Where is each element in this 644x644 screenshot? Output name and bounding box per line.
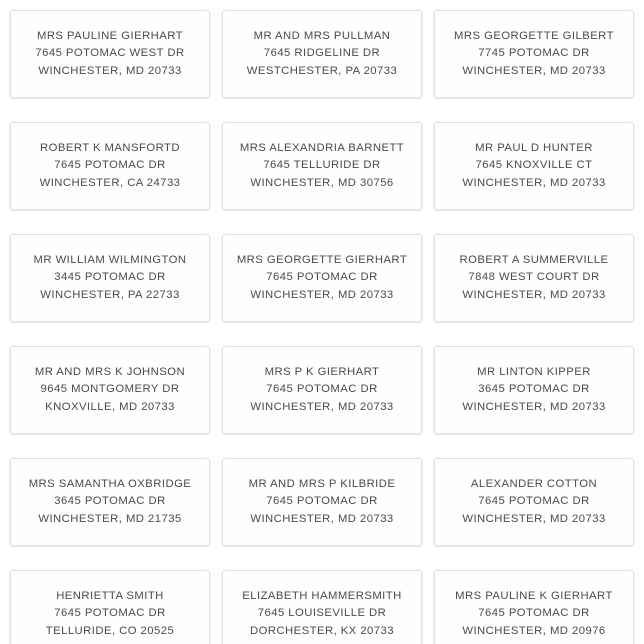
street-address: 7645 POTOMAC DR	[54, 607, 166, 620]
recipient-name: MRS PAULINE K GIERHART	[455, 589, 613, 602]
label-card[interactable]	[434, 122, 634, 210]
recipient-name: ELIZABETH HAMMERSMITH	[242, 589, 402, 602]
street-address: 7645 RIDGELINE DR	[263, 47, 381, 60]
label-card[interactable]	[10, 10, 210, 98]
recipient-name: MRS PAULINE GIERHART	[36, 29, 184, 42]
city-state-zip: WINCHESTER, PA 22733	[40, 288, 180, 301]
recipient-name: ROBERT A SUMMERVILLE	[459, 253, 609, 266]
city-state-zip: WINCHESTER, MD 30756	[250, 176, 394, 189]
street-address: 7848 WEST COURT DR	[468, 271, 600, 284]
recipient-name: MRS GEORGETTE GILBERT	[454, 29, 614, 42]
city-state-zip: WINCHESTER, MD 20733	[462, 400, 606, 413]
label-card[interactable]	[434, 10, 634, 98]
recipient-name: ALEXANDER COTTON	[470, 477, 598, 490]
label-card[interactable]	[222, 10, 422, 98]
street-address: 3445 POTOMAC DR	[54, 271, 166, 284]
city-state-zip: KNOXVILLE, MD 20733	[45, 400, 175, 413]
city-state-zip: WESTCHESTER, PA 20733	[246, 64, 398, 77]
city-state-zip: WINCHESTER, MD 21735	[38, 512, 182, 525]
city-state-zip: TELLURIDE, CO 20525	[45, 624, 175, 637]
recipient-name: MR WILLIAM WILMINGTON	[33, 253, 187, 266]
label-card[interactable]	[10, 122, 210, 210]
street-address: 7745 POTOMAC DR	[478, 47, 590, 60]
street-address: 7645 POTOMAC DR	[266, 495, 378, 508]
street-address: 7645 POTOMAC DR	[478, 495, 590, 508]
street-address: 7645 POTOMAC DR	[478, 607, 590, 620]
recipient-name: MR AND MRS K JOHNSON	[34, 365, 186, 378]
street-address: 7645 POTOMAC DR	[266, 271, 378, 284]
street-address: 3645 POTOMAC DR	[54, 495, 166, 508]
label-card[interactable]	[222, 346, 422, 434]
label-card[interactable]	[10, 346, 210, 434]
city-state-zip: WINCHESTER, MD 20733	[462, 176, 606, 189]
city-state-zip: WINCHESTER, MD 20733	[462, 64, 606, 77]
label-card[interactable]	[222, 458, 422, 546]
recipient-name: ROBERT K MANSFORTD	[40, 141, 180, 154]
city-state-zip: WINCHESTER, MD 20733	[462, 288, 606, 301]
label-card[interactable]	[434, 570, 634, 644]
city-state-zip: WINCHESTER, CA 24733	[39, 176, 181, 189]
street-address: 7645 TELLURIDE DR	[263, 159, 381, 172]
street-address: 7645 POTOMAC DR	[266, 383, 378, 396]
street-address: 3645 POTOMAC DR	[478, 383, 590, 396]
recipient-name: MRS SAMANTHA OXBRIDGE	[28, 477, 192, 490]
recipient-name: MRS P K GIERHART	[264, 365, 380, 378]
recipient-name: MR AND MRS P KILBRIDE	[248, 477, 396, 490]
city-state-zip: WINCHESTER, MD 20976	[462, 624, 606, 637]
recipient-name: HENRIETTA SMITH	[56, 589, 164, 602]
label-card[interactable]	[10, 458, 210, 546]
city-state-zip: WINCHESTER, MD 20733	[38, 64, 182, 77]
label-card[interactable]	[222, 234, 422, 322]
recipient-name: MRS ALEXANDRIA BARNETT	[239, 141, 405, 154]
recipient-name: MR AND MRS PULLMAN	[253, 29, 391, 42]
recipient-name: MR LINTON KIPPER	[477, 365, 591, 378]
label-card[interactable]	[434, 458, 634, 546]
street-address: 7645 POTOMAC DR	[54, 159, 166, 172]
street-address: 7645 POTOMAC WEST DR	[35, 47, 185, 60]
recipient-name: MR PAUL D HUNTER	[475, 141, 593, 154]
city-state-zip: WINCHESTER, MD 20733	[250, 288, 394, 301]
label-card[interactable]	[10, 570, 210, 644]
label-card[interactable]	[222, 570, 422, 644]
label-card[interactable]	[434, 346, 634, 434]
city-state-zip: WINCHESTER, MD 20733	[250, 400, 394, 413]
city-state-zip: DORCHESTER, KX 20733	[250, 624, 394, 637]
label-card[interactable]	[434, 234, 634, 322]
recipient-name: MRS GEORGETTE GIERHART	[236, 253, 408, 266]
street-address: 7645 LOUISEVILLE DR	[257, 607, 387, 620]
city-state-zip: WINCHESTER, MD 20733	[250, 512, 394, 525]
street-address: 7645 KNOXVILLE CT	[475, 159, 593, 172]
street-address: 9645 MONTGOMERY DR	[40, 383, 180, 396]
label-card[interactable]	[222, 122, 422, 210]
city-state-zip: WINCHESTER, MD 20733	[462, 512, 606, 525]
label-card[interactable]	[10, 234, 210, 322]
